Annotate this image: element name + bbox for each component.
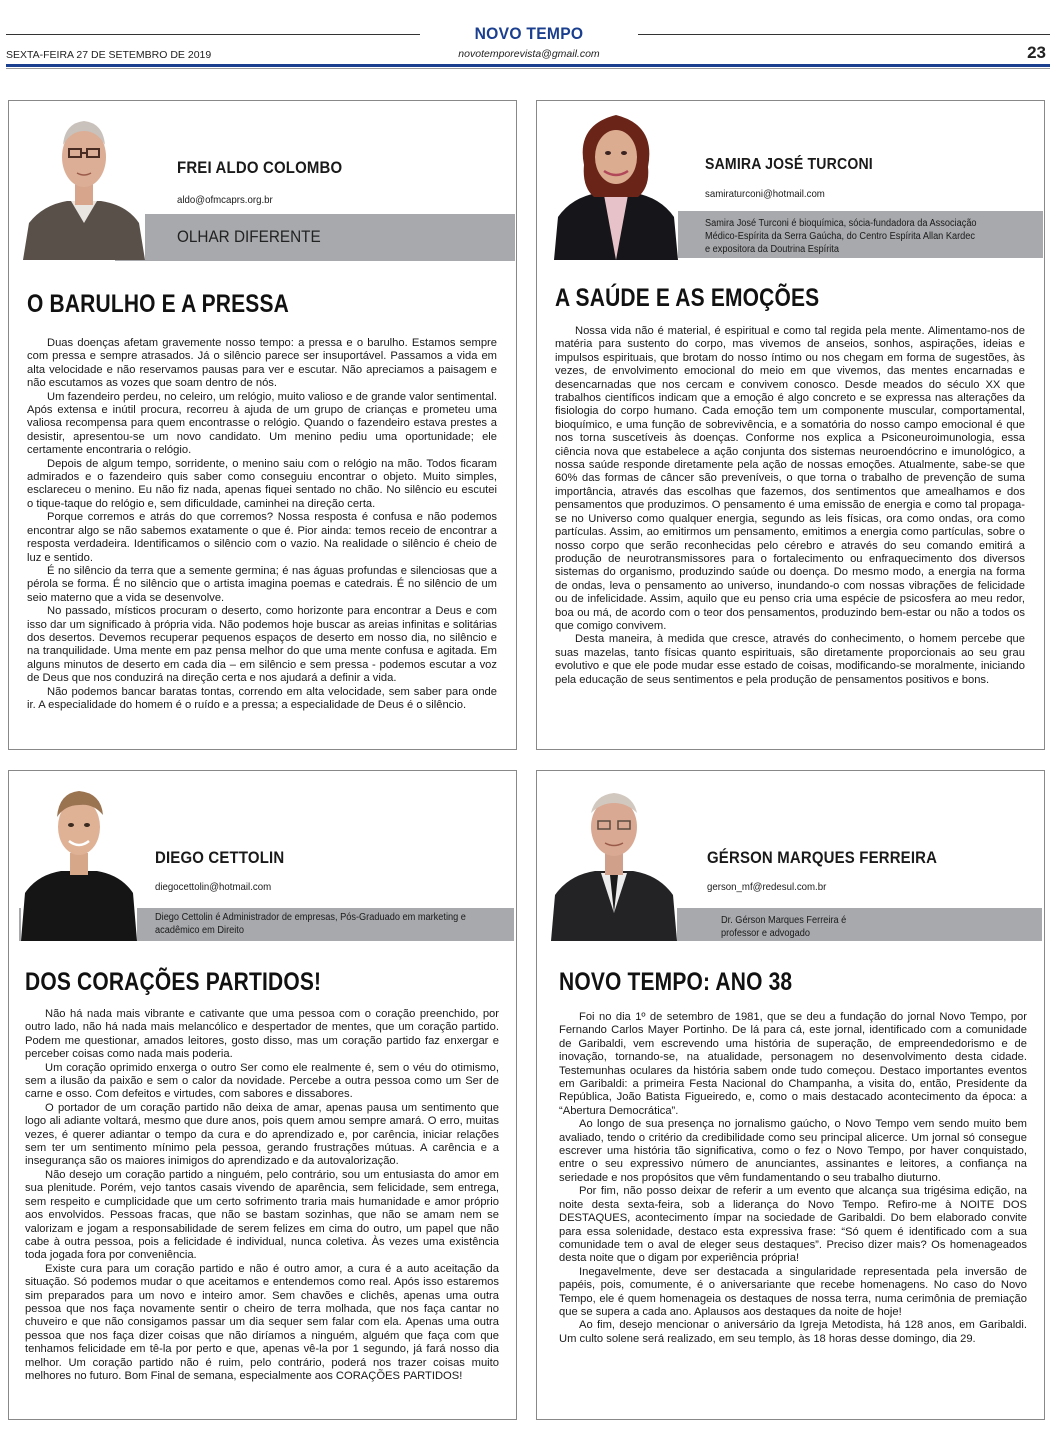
author-name: FREI ALDO COLOMBO: [177, 158, 343, 177]
paragraph: Ao fim, desejo mencionar o aniversário da Igreja Metodista, há 128 anos, em Garibaldi. Um culto solene será realizado, em seu templo, às 18 horas desse domingo, dia 29.: [559, 1319, 1027, 1345]
article-panel-aldo: [8, 100, 517, 750]
author-bio: Samira José Turconi é bioquímica, sócia-fundadora da Associação Médico-Espírita da Serra Gaúcha, do Centro Espírita Allan Kardec e expositora da Doutrina Espírita: [705, 218, 977, 255]
author-bio: Dr. Gérson Marques Ferreira é professor e advogado: [721, 915, 847, 939]
masthead-email: novotemporevista@gmail.com: [458, 48, 600, 60]
masthead-rule-left: [6, 34, 420, 35]
paragraph: No passado, místicos procuram o deserto, como horizonte para encontrar a Deus e com isso dar um significado à própria vida. Não podemos hoje buscar as areias infinitas e solitárias dos desertos. Devemos recuperar pequenos espaços de deserto em nosso dia, no silêncio e na tranquilidade. Uma mente em paz pensa melhor do que uma mente confusa e agitada. Em alguns minutos de deserto em cada dia – em silêncio e sem pressa - podemos escutar a voz de Deus que nos conduzirá na direção certa e nos ajudará a definir a vida.: [27, 605, 497, 685]
article-body: [25, 1008, 499, 1383]
paragraph: Porque corremos e atrás do que corremos? Nossa resposta é confusa e não podemos encontrar algo se não sabemos exatamente o que é. Pior ainda: temos receio de encontrar a resposta verdadeira. Identificamos o silêncio com o vazio. Na realidade o silêncio é cheio de luz e sentido.: [27, 511, 497, 564]
article-headline: DOS CORAÇÕES PARTIDOS!: [25, 968, 322, 996]
article-headline: NOVO TEMPO: ANO 38: [559, 968, 793, 996]
paragraph: Inegavelmente, deve ser destacada a singularidade representada pela inversão de papéis, pois, comumente, é o aniversariante que recebe homenagens. No caso do Novo Tempo, ele é quem homenageia os destaques de nossa terra, numa cerimônia de premiação que se supera a cada ano. Aplausos aos destaques da noite de hoje!: [559, 1265, 1027, 1318]
issue-date: SEXTA-FEIRA 27 DE SETEMBRO DE 2019: [6, 49, 212, 61]
author-name: SAMIRA JOSÉ TURCONI: [705, 156, 873, 173]
paragraph: Um coração oprimido enxerga o outro Ser como ele realmente é, sem o véu do otimismo, sem a ilusão da paixão e sem o calor da novidade. Percebe a outra pessoa como um Ser de carne e osso. Com defeitos e virtudes, com sabores e dissabores.: [25, 1061, 499, 1101]
author-email: gerson_mf@redesul.com.br: [707, 881, 827, 893]
author-email: aldo@ofmcaprs.org.br: [177, 194, 273, 206]
article-body: [555, 325, 1025, 687]
column-name: OLHAR DIFERENTE: [177, 227, 321, 246]
article-headline: A SAÚDE E AS EMOÇÕES: [555, 284, 820, 312]
masthead-grey-rule: [6, 68, 1050, 69]
paragraph: O portador de um coração partido não deixa de amar, apenas pausa um sentimento que logo ali adiante voltará, mesmo que dure anos, pois quem amou sempre amará. O erro, muitas vezes, é querer adiantar o tempo da cura e do aprendizado e, por carência, iniciar relações sem ter um sentimento mínimo pela pessoa, gerando frustrações mútuas. A carência e a insegurança são os maiores inimigos do aprendizado e da autovalorização.: [25, 1101, 499, 1168]
paragraph: Não desejo um coração partido a ninguém, pelo contrário, sou um entusiasta do amor em sua plenitude. Porém, vejo tantos casais vivendo de aparência, sem felicidade, sem entrega, sem respeito e cumplicidade que um certo sofrimento traria mais humanidade e amor próprio aos envolvidos. Pessoas fracas, que não se bastam sozinhas, que não se amam nem se valorizam e jogam a responsabilidade de serem felizes em cima do outro, um papel que não cabe à outra pessoa, pois a felicidade é individual, nunca coletiva. Às vezes uma existência toda jogada fora por conveniência.: [25, 1168, 499, 1262]
paragraph: Duas doenças afetam gravemente nosso tempo: a pressa e o barulho. Estamos sempre com pressa e sempre atrasados. Já o silêncio parece ser insuportável. Passamos a vida em alta velocidade e não reservamos pausas para ver e escutar. Não apreciamos a paisagem e não escutamos as vozes que soam dentro de nós.: [27, 337, 497, 390]
author-email: samiraturconi@hotmail.com: [705, 188, 825, 200]
page-number: 23: [1027, 43, 1046, 62]
paragraph: Não podemos bancar baratas tontas, correndo em alta velocidade, sem saber para onde ir. A especialidade do homem é o ruído e a pressa; a especialidade de Deus é o silêncio.: [27, 685, 497, 711]
paragraph: Nossa vida não é material, é espiritual e como tal regida pela mente. Alimentamo-nos de matéria para sustento do corpo, mas vivemos de anseios, sonhos, aspirações, ideias e impulsos espirituais, que brotam do nosso íntimo ou nos chegam em forma de sugestões, às vezes, de envolvimento emocional do meio em que vivemos, das mentes encarnadas e desencarnadas que nos cercam e convivem conosco. Desde meados do século XX que trabalhos científicos indicam que a emoção é algo concreto e se expressa nas alterações da fisiologia do corpo humano. Cada emoção tem um componente muscular, comportamental, bioquímico, e uma função de sobrevivência, e a somatória do nosso campo emocional é que nos torna suscetíveis às doenças. Conforme nos explica a Psiconeuroimunologia, essa ciência nova que estabelece a ação conjunta dos sistemas neuroendócrino e imunológico, a nossa saúde responde diretamente pela ação de nossas emoções. Atualmente, sabe-se que 60% das formas de câncer são preveníveis, o que torna o trabalho de prevenção de suma importância, através das escolhas que fazemos, dos sentimentos que amealhamos e dos pensamentos que produzimos. O pensamento é uma emissão de energia e como tal propaga-se no Universo como qualquer energia, segundo as leis físicas, ora como ondas, ora como partículas. Assim, ao emitirmos um pensamento, emitimos a energia como partículas, sobre o nosso corpo que serão reconhecidas pelo cérebro e através do seu comando emitirá a produção de neurotransmissores para o fortalecimento ou enfraquecimento dos diversos sistemas do organismo, produzindo saúde ou doença. Do mesmo modo, a energia na forma de ondas, leva o pensamento ao universo, inundando-o com nossas vibrações de felicidade ou de infelicidade. Assim, aquilo que eu penso cria uma espécie de psicosfera ao meu redor, boa ou má, de acordo com o teor dos pensamentos, produzindo bem-estar ou não a todos os que comigo convivem.: [555, 325, 1025, 632]
paragraph: Foi no dia 1º de setembro de 1981, que se deu a fundação do jornal Novo Tempo, por Fernando Carlos Mayer Portinho. De lá para cá, este jornal, identificado com a comunidade de Garibaldi, vem escrevendo uma história de superação, de empreendedorismo e de inovação, tornando-se, na atualidade, personagem no desenvolvimento desta cidade. Testemunhas oculares da história sabem onde tudo começou. Destaco importantes eventos em Garibaldi: a primeira Festa Nacional do Champanha, a visita do, então, Presidente da República, João Batista Figueiredo, e, como o mais destacado acontecimento da época: a “Abertura Democrática”.: [559, 1011, 1027, 1117]
newspaper-title: NOVO TEMPO: [474, 24, 584, 43]
paragraph: Um fazendeiro perdeu, no celeiro, um relógio, muito valioso e de grande valor sentimental. Após extensa e inútil procura, recorreu à ajuda de um grupo de crianças e prometeu uma valiosa recompensa para quem encontrasse o relógio. Quando o fazendeiro estava prestes a desistir, apresentou-se um novo candidato. Um menino pediu uma oportunidade; ele certamente encontraria o relógio.: [27, 390, 497, 457]
author-photo: [23, 105, 145, 260]
author-name: GÉRSON MARQUES FERREIRA: [707, 848, 938, 867]
paragraph: Não há nada mais vibrante e cativante que uma pessoa com o coração preenchido, por outro lado, não há nada mais melancólico e despertador de mentes, que um coração partido. Podem me questionar, amados leitores, gosto disso, mas um coração partido faz enxergar e perceber coisas como nada mais poderia.: [25, 1008, 499, 1061]
paragraph: Ao longo de sua presença no jornalismo gaúcho, o Novo Tempo vem sendo muito bem avaliado, tendo o critério da credibilidade como seu principal alicerce. Um jornal só consegue escrever uma história tão significativa, como o fez o Novo Tempo, por haver conquistado, entre o seu expressivo número de anunciantes, assinantes e leitores, a confiança na seriedade e nos propósitos que vêm fundamentando o seu trabalho diuturno.: [559, 1118, 1027, 1184]
article-panel-gerson: [536, 770, 1045, 1420]
author-bio: Diego Cettolin é Administrador de empresas, Pós-Graduado em marketing e acadêmico em Direito: [155, 912, 466, 936]
author-name: DIEGO CETTOLIN: [155, 848, 285, 867]
article-body: [559, 1011, 1027, 1346]
paragraph: Por fim, não posso deixar de referir a um evento que alcança sua trigésima edição, na noite desta sexta-feira, sob a liderança do Novo Tempo. Refiro-me à NOITE DOS DESTAQUES, acontecimento ímpar na sociedade de Garibaldi. Do bem elaborado convite para essa solenidade, destaco esta expressiva frase: “Só quem é identificado com a sua comunidade tem o aval de eleger seus destaques”. Preciso dizer mais? Os homenageados desta noite que o digam por experiência própria!: [559, 1185, 1027, 1265]
paragraph: Depois de algum tempo, sorridente, o menino saiu com o relógio na mão. Todos ficaram admirados e o fazendeiro quis saber como conseguiu encontrar o objeto. Muito simples, esclareceu o menino. Eu não fiz nada, apenas fiquei sentado no chão. No silêncio eu escutei o tique-taque do relógio e, sem dificuldade, caminhei na direção certa.: [27, 457, 497, 510]
masthead-rule-right: [638, 34, 1050, 35]
article-panel-samira: [536, 100, 1045, 750]
paragraph: Existe cura para um coração partido e não é outro amor, a cura é a auto aceitação da situação. Só podemos mudar o que aceitamos e entendemos como real. Após isso estaremos sim preparados para um novo e inteiro amor. Sem chavões e clichês, apenas uma outra pessoa que nos faça novamente sentir o cheiro de terra molhada, que nos faça cantar no chuveiro e que não consigamos passar um dia sequer sem falar com ela. Apenas uma outra pessoa que nos faça dizer coisas que não diríamos a ninguém, alguém que faça com que tenhamos felicidade em tê-la por perto e que, apenas vê-la por 1 segundo, já fará nosso dia melhor. Um coração partido não é ruim, pelo contrário, poderá nos trazer coisas muito melhores no futuro. Bom Final de semana, especialmente aos CORAÇÕES PARTIDOS!: [25, 1262, 499, 1382]
paragraph: É no silêncio da terra que a semente germina; é nas águas profundas e silenciosas que a pérola se forma. É no silêncio que o artista imagina poemas e catedrais. É no silêncio de um seio materno que a vida se desenvolve.: [27, 564, 497, 604]
masthead-blue-rule: [6, 64, 1050, 67]
author-photo: [551, 783, 677, 941]
author-email: diegocettolin@hotmail.com: [155, 881, 272, 893]
article-panel-diego: [8, 770, 517, 1420]
author-photo: [554, 105, 678, 260]
article-body: [27, 337, 497, 712]
masthead: [0, 0, 1058, 72]
article-headline: O BARULHO E A PRESSA: [27, 290, 290, 318]
author-photo: [21, 783, 137, 941]
paragraph: Desta maneira, à medida que cresce, através do conhecimento, o homem percebe que suas mazelas, tanto físicas quanto espirituais, são diretamente proporcionais ao seu grau evolutivo e que ele pode mudar esse estado de coisas, modificando-se moralmente, iniciando pela educação de seus sentimentos e pela produção de pensamentos positivos e bons.: [555, 633, 1025, 686]
